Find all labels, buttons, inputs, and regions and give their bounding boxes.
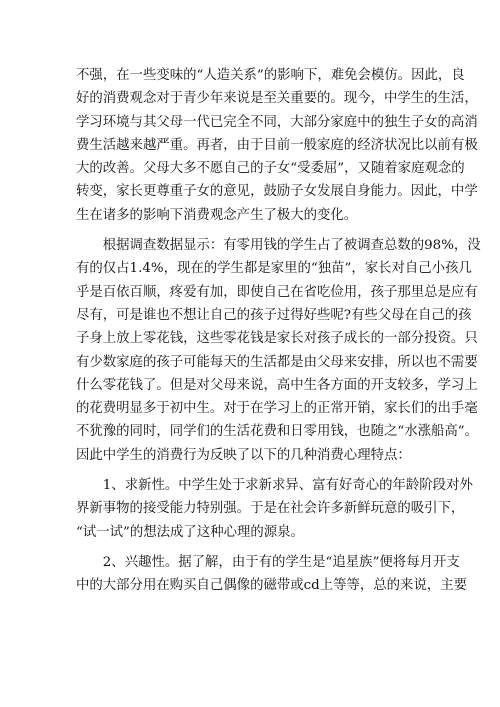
text-line: 好的消费观念对于青少年来说是至关重要的。现今，中学生的生活， [76,91,478,107]
text-line: 2、兴趣性。据了解，由于有的学生是“追星族”便将每月开支 [76,554,460,570]
document-body [76,64,481,598]
text-line: 转变，家长更尊重子女的意见，鼓励子女发展自身能力。因此，中学 [76,184,478,200]
text-line: 费生活越来越严重。再者，由于目前一般家庭的经济状况比以前有极 [76,137,478,153]
text-line: 不强，在一些变味的“人造关系”的影响下，难免会模仿。因此，良 [76,68,465,83]
text-line: 乎是百依百顺，疼爱有加，即使自己在省吃俭用，孩子那里总是应有 [76,284,478,300]
paragraph-gap [76,467,436,474]
paragraph-3 [76,474,473,544]
text-line: 中的大部分用在购买自己偶像的磁带或cd上等等，总的来说，主要 [76,578,468,594]
text-line: 因此中学生的消费行为反映了以下的几种消费心理特点： [76,447,411,463]
text-line: 大的改善。父母大多不愿自己的子女“受委屈”，又随着家庭观念的 [76,161,465,177]
text-line: 有的仅占1.4%，现在的学生都是家里的“独苗”，家长对自己小孩几 [76,261,472,277]
text-line: 的花费明显多于初中生。对于在学习上的正常开销，家长们的出手毫 [76,401,478,417]
text-line: 尽有，可是谁也不想让自己的孩子过得好些呢?有些父母在自己的孩 [76,307,472,323]
text-line: 界新事物的接受能力特别强。于是在社会许多新鲜玩意的吸引下， [76,501,465,517]
paragraph-2 [76,234,481,467]
paragraph-4 [76,551,468,598]
paragraph-gap [76,544,436,551]
text-line: 生在诸多的影响下消费观念产生了极大的变化。 [76,207,358,223]
text-line: 子身上放上零花钱，这些零花钱是家长对孩子成长的一部分投资。只 [76,331,478,347]
text-line: 有少数家庭的孩子可能每天的生活都是由父母来安排，所以也不需要 [76,354,478,370]
text-line: 学习环境与其父母一代已完全不同，大部分家庭中的独生子女的高消 [76,114,478,130]
text-line: “试一试”的想法成了这种心理的源泉。 [76,524,304,540]
text-line: 根据调查数据显示：有零用钱的学生占了被调查总数的98%，没 [76,238,481,254]
text-line: 什么零花钱了。但是对父母来说，高中生各方面的开支较多，学习上 [76,377,478,393]
text-line: 1、求新性。中学生处于求新求异、富有好奇心的年龄阶段对外 [76,478,473,494]
paragraph-gap [76,227,436,234]
paragraph-1 [76,64,478,227]
text-line: 不犹豫的同时，同学们的生活花费和日零用钱，也随之“水涨船高”。 [76,424,479,440]
